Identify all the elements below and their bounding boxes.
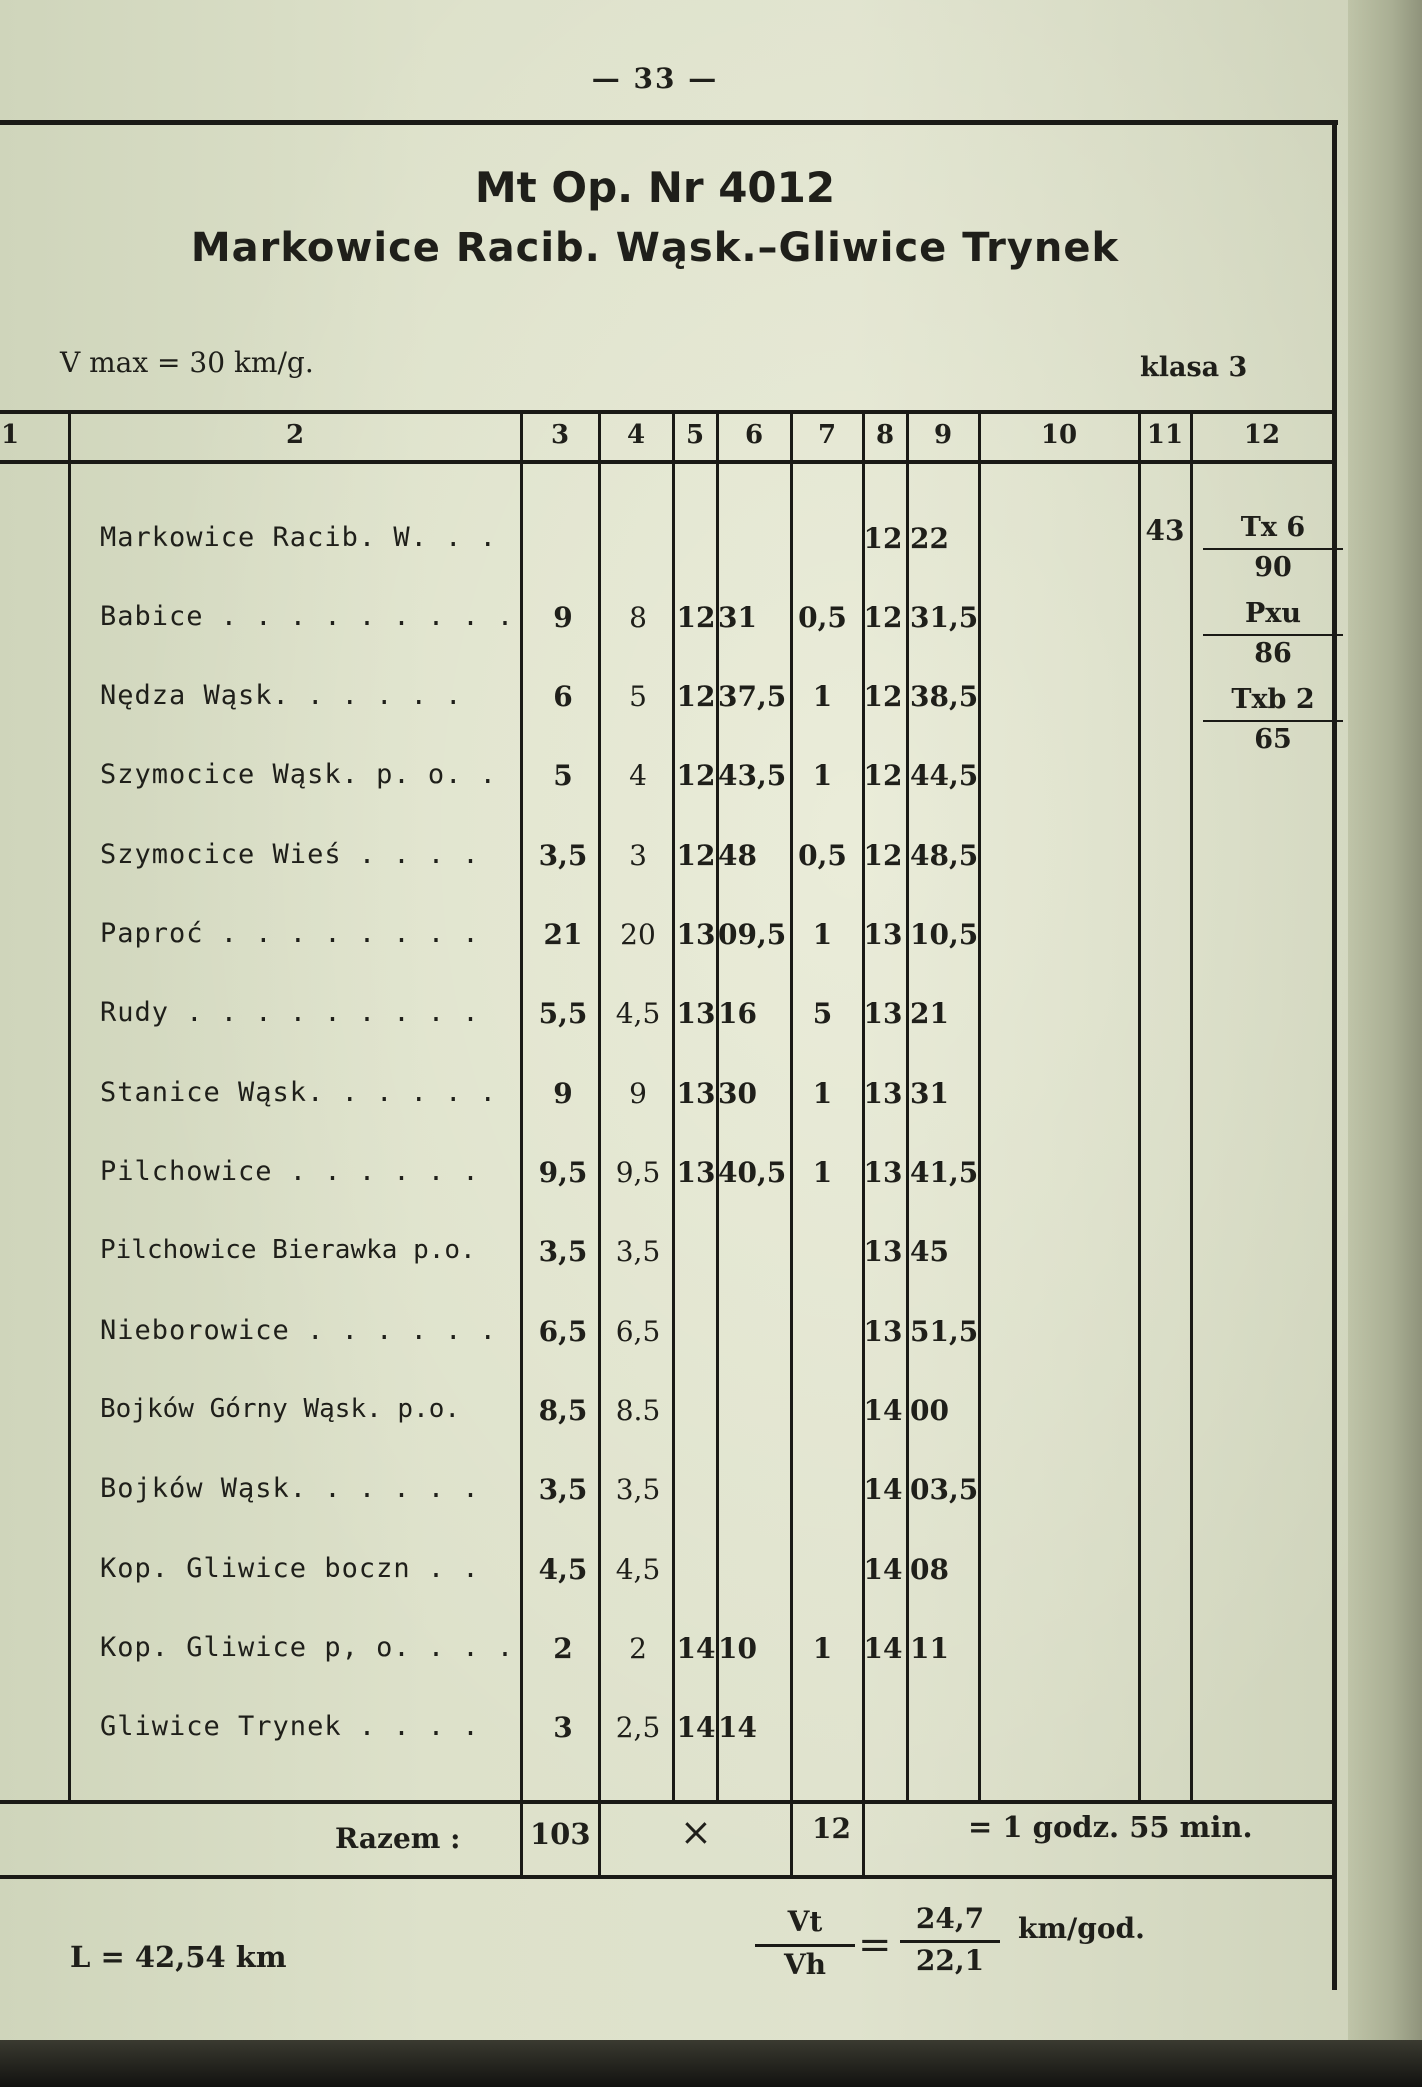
- remark-bottom: 90: [1254, 552, 1292, 583]
- remark-top: Tx 6: [1240, 512, 1306, 543]
- column-header: 6: [744, 420, 764, 450]
- running-time-cell: 3,5: [615, 1235, 661, 1268]
- table-row: [0, 514, 1340, 582]
- remark-top: Txb 2: [1231, 684, 1315, 715]
- arrival-hour-cell: 12: [676, 759, 716, 792]
- departure-hour-cell: 12: [863, 522, 903, 555]
- remark-bottom: 65: [1254, 724, 1292, 755]
- arrival-minute-cell: 37,5: [718, 680, 787, 713]
- departure-hour-cell: 13: [863, 918, 903, 951]
- column-header: 12: [1243, 420, 1281, 450]
- stop-time-cell: 0,5: [798, 839, 847, 872]
- distance-cell: 21: [543, 918, 583, 951]
- fraction-bar: [755, 1944, 855, 1947]
- table-row: [0, 1711, 1340, 1771]
- running-time-cell: 20: [620, 918, 656, 951]
- remark-top: Pxu: [1244, 598, 1302, 629]
- departure-minute-cell: 11: [910, 1632, 949, 1665]
- route-title: Markowice Racib. Wąsk.–Gliwice Trynek: [190, 225, 1120, 271]
- arrival-hour-cell: 12: [676, 839, 716, 872]
- running-time-cell: 8: [629, 601, 647, 634]
- arrival-minute-cell: 10: [718, 1632, 757, 1665]
- column-11-cell: 43: [1145, 514, 1185, 547]
- vh-label: Vh: [783, 1948, 827, 1981]
- departure-minute-cell: 10,5: [910, 918, 979, 951]
- fraction-bar: [900, 1940, 1000, 1943]
- departure-hour-cell: 12: [863, 759, 903, 792]
- arrival-hour-cell: 13: [676, 1077, 716, 1110]
- speed-unit: km/god.: [1018, 1912, 1145, 1945]
- table-row: [0, 680, 1340, 740]
- table-row: [0, 1235, 1340, 1295]
- departure-minute-cell: 51,5: [910, 1315, 979, 1348]
- station-name: Nieborowice . . . . . .: [100, 1315, 497, 1346]
- departure-hour-cell: 13: [863, 997, 903, 1030]
- stop-time-cell: 1: [812, 918, 833, 951]
- arrival-hour-cell: 13: [676, 1156, 716, 1189]
- page-bottom-shadow: [0, 2040, 1422, 2087]
- distance-cell: 3,5: [538, 1473, 588, 1506]
- top-frame-rule: [0, 120, 1338, 125]
- distance-cell: 9: [553, 601, 573, 634]
- station-name: Nędza Wąsk. . . . . .: [100, 680, 463, 711]
- table-row: [0, 1473, 1340, 1533]
- departure-hour-cell: 14: [863, 1473, 903, 1506]
- column-header: 2: [285, 420, 305, 450]
- running-time-cell: 4,5: [615, 997, 661, 1030]
- arrival-minute-cell: 16: [718, 997, 757, 1030]
- page-edge-shadow: [1348, 0, 1422, 2087]
- running-time-cell: 4: [629, 759, 647, 792]
- stop-time-cell: 1: [812, 1077, 833, 1110]
- table-row: [0, 997, 1340, 1057]
- fraction-bar: [1203, 720, 1343, 722]
- arrival-minute-cell: 30: [718, 1077, 757, 1110]
- arrival-hour-cell: 13: [676, 918, 716, 951]
- column-header: 3: [550, 420, 570, 450]
- header-top-rule: [0, 410, 1335, 414]
- departure-hour-cell: 12: [863, 839, 903, 872]
- totals-label: Razem :: [335, 1822, 461, 1855]
- running-time-cell: 3,5: [615, 1473, 661, 1506]
- arrival-hour-cell: 13: [676, 997, 716, 1030]
- station-name: Pilchowice . . . . . .: [100, 1156, 480, 1187]
- running-time-cell: 4,5: [615, 1553, 661, 1586]
- departure-hour-cell: 12: [863, 601, 903, 634]
- total-distance: 103: [530, 1817, 591, 1851]
- arrival-minute-cell: 40,5: [718, 1156, 787, 1189]
- departure-minute-cell: 48,5: [910, 839, 979, 872]
- distance-cell: 6: [553, 680, 573, 713]
- station-name: Stanice Wąsk. . . . . .: [100, 1077, 497, 1108]
- distance-cell: 4,5: [538, 1553, 588, 1586]
- vt-value: 24,7: [915, 1902, 985, 1935]
- distance-cell: 5,5: [538, 997, 588, 1030]
- column-header: 10: [1040, 420, 1078, 450]
- departure-hour-cell: 13: [863, 1077, 903, 1110]
- arrival-minute-cell: 14: [718, 1711, 757, 1744]
- totals-cross-mark: ×: [680, 1810, 712, 1854]
- fraction-bar: [1203, 634, 1343, 636]
- body-bottom-rule: [0, 1800, 1335, 1804]
- departure-hour-cell: 14: [863, 1553, 903, 1586]
- departure-minute-cell: 44,5: [910, 759, 979, 792]
- station-name: Szymocice Wieś . . . .: [100, 839, 480, 870]
- arrival-minute-cell: 09,5: [718, 918, 787, 951]
- table-row: [0, 1632, 1340, 1692]
- arrival-minute-cell: 31: [718, 601, 757, 634]
- running-time-cell: 9,5: [615, 1156, 661, 1189]
- station-name: Szymocice Wąsk. p. o. .: [100, 759, 497, 790]
- station-name: Bojków Górny Wąsk. p.o.: [100, 1394, 461, 1424]
- distance-cell: 9,5: [538, 1156, 588, 1189]
- timetable-title: Mt Op. Nr 4012: [474, 163, 836, 212]
- column-header: 9: [933, 420, 953, 450]
- arrival-minute-cell: 48: [718, 839, 757, 872]
- station-name: Bojków Wąsk. . . . . .: [100, 1473, 480, 1504]
- running-time-cell: 6,5: [615, 1315, 661, 1348]
- arrival-hour-cell: 14: [676, 1632, 716, 1665]
- distance-cell: 5: [553, 759, 573, 792]
- departure-minute-cell: 08: [910, 1553, 949, 1586]
- distance-cell: 3,5: [538, 1235, 588, 1268]
- column-header: 11: [1146, 420, 1184, 450]
- stop-time-cell: 1: [812, 1632, 833, 1665]
- running-time-cell: 9: [629, 1077, 647, 1110]
- station-name: Paproć . . . . . . . .: [100, 918, 480, 949]
- departure-hour-cell: 14: [863, 1394, 903, 1427]
- stop-time-cell: 5: [812, 997, 833, 1030]
- departure-hour-cell: 13: [863, 1235, 903, 1268]
- distance-cell: 3,5: [538, 839, 588, 872]
- distance-cell: 2: [553, 1632, 573, 1665]
- departure-minute-cell: 00: [910, 1394, 949, 1427]
- vh-value: 22,1: [915, 1944, 985, 1977]
- running-time-cell: 2,5: [615, 1711, 661, 1744]
- equals-sign: =: [858, 1922, 892, 1968]
- header-bottom-rule: [0, 460, 1335, 464]
- table-row: [0, 918, 1340, 978]
- route-length: L = 42,54 km: [70, 1940, 287, 1974]
- departure-minute-cell: 45: [910, 1235, 949, 1268]
- vt-label: Vt: [787, 1905, 823, 1938]
- distance-cell: 3: [553, 1711, 573, 1744]
- distance-cell: 8,5: [538, 1394, 588, 1427]
- arrival-hour-cell: 12: [676, 601, 716, 634]
- remark-bottom: 86: [1254, 638, 1292, 669]
- departure-minute-cell: 22: [910, 522, 949, 555]
- distance-cell: 9: [553, 1077, 573, 1110]
- stop-time-cell: 1: [812, 1156, 833, 1189]
- station-name: Pilchowice Bierawka p.o.: [100, 1235, 476, 1265]
- stop-time-cell: 0,5: [798, 601, 847, 634]
- station-name: Rudy . . . . . . . . .: [100, 997, 480, 1028]
- running-time-cell: 5: [629, 680, 647, 713]
- table-row: [0, 1315, 1340, 1375]
- departure-minute-cell: 38,5: [910, 680, 979, 713]
- station-name: Markowice Racib. W. . .: [100, 522, 497, 553]
- departure-minute-cell: 21: [910, 997, 949, 1030]
- departure-minute-cell: 03,5: [910, 1473, 979, 1506]
- table-row: [0, 1156, 1340, 1216]
- table-row: [0, 601, 1340, 661]
- column-header: 7: [817, 420, 837, 450]
- train-class: klasa 3: [1140, 352, 1248, 383]
- totals-bottom-rule: [0, 1875, 1335, 1879]
- arrival-minute-cell: 43,5: [718, 759, 787, 792]
- departure-hour-cell: 12: [863, 680, 903, 713]
- column-header: 4: [626, 420, 646, 450]
- max-speed: V max = 30 km/g.: [60, 346, 314, 379]
- table-row: [0, 1553, 1340, 1613]
- table-row: [0, 1394, 1340, 1454]
- arrival-hour-cell: 12: [676, 680, 716, 713]
- table-row: [0, 839, 1340, 899]
- stop-time-cell: 1: [812, 680, 833, 713]
- stop-time-cell: 1: [812, 759, 833, 792]
- station-name: Gliwice Trynek . . . .: [100, 1711, 480, 1742]
- distance-cell: 6,5: [538, 1315, 588, 1348]
- departure-hour-cell: 14: [863, 1632, 903, 1665]
- fraction-bar: [1203, 548, 1343, 550]
- departure-hour-cell: 13: [863, 1315, 903, 1348]
- running-time-cell: 3: [629, 839, 647, 872]
- station-name: Babice . . . . . . . . .: [100, 601, 515, 632]
- departure-minute-cell: 31,5: [910, 601, 979, 634]
- arrival-hour-cell: 14: [676, 1711, 716, 1744]
- station-name: Kop. Gliwice p, o. . . .: [100, 1632, 515, 1663]
- running-time-cell: 2: [629, 1632, 647, 1665]
- table-row: [0, 1077, 1340, 1137]
- departure-minute-cell: 41,5: [910, 1156, 979, 1189]
- station-name: Kop. Gliwice boczn . .: [100, 1553, 480, 1584]
- column-header: 8: [875, 420, 895, 450]
- column-header: 5: [685, 420, 705, 450]
- running-time-cell: 8.5: [615, 1394, 661, 1427]
- page-number: — 33 —: [591, 62, 719, 95]
- table-row: [0, 759, 1340, 819]
- total-travel-time: = 1 godz. 55 min.: [968, 1810, 1253, 1844]
- departure-hour-cell: 13: [863, 1156, 903, 1189]
- total-stop-time: 12: [812, 1812, 851, 1845]
- departure-minute-cell: 31: [910, 1077, 949, 1110]
- column-header: 1: [0, 420, 20, 450]
